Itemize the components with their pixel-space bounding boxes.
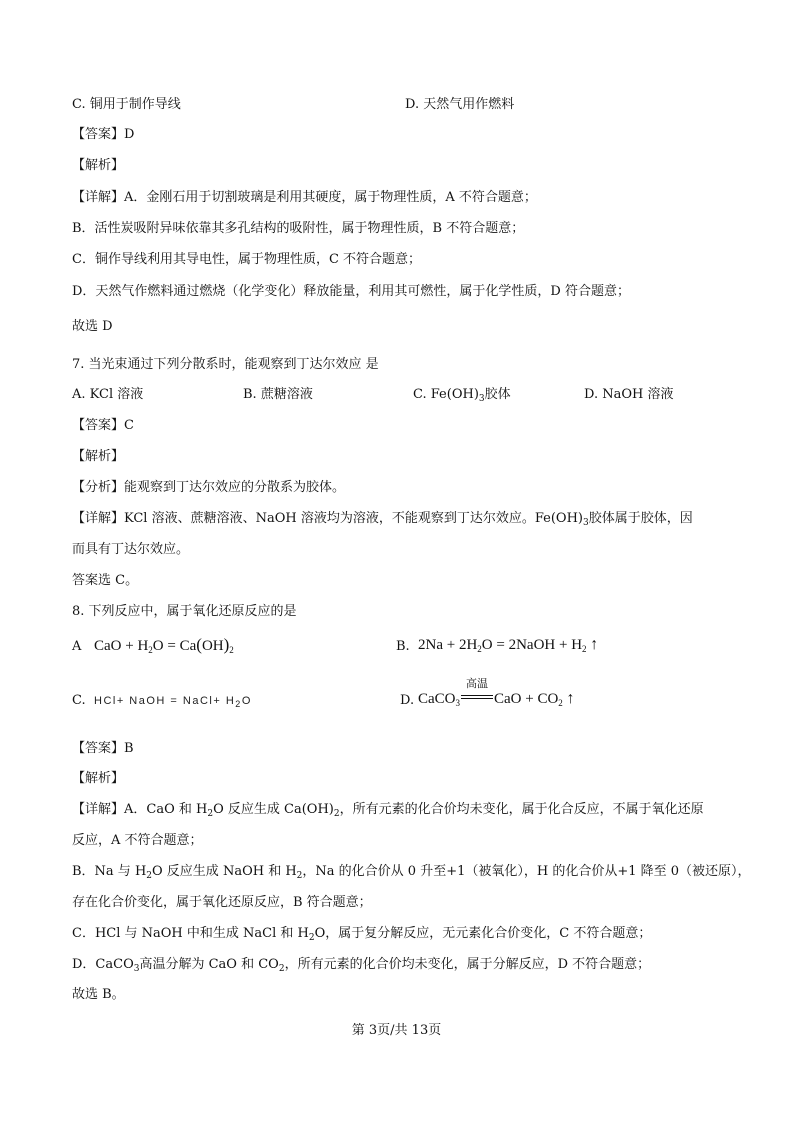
q8-option-d-equation: CaCO$_3$ 高温 CaO + $CO_2$ ↑ [418,690,575,708]
q8-detail-a-line-1: 【详解】A．CaO 和 $H_2O$ 反应生成 $Ca(OH)_2$，所有元素的化合价均未变化，属于化合反应，不属于氧化还原 [72,802,704,819]
q8-option-b-equation: $2Na + 2H_2O$ = 2NaOH + $H_2$ ↑ [418,636,599,654]
q7-fenxi: 【分析】能观察到丁达尔效应的分散系为胶体。 [72,480,346,495]
q6-detail-b: B．活性炭吸附异味依靠其多孔结构的吸附性，属于物理性质，B 不符合题意； [72,221,525,236]
page-footer: 第 3页/共 13页 [351,1023,442,1038]
q6-detail-d: D．天然气作燃料通过燃烧（化学变化）释放能量，利用其可燃性，属于化学性质，D 符合题意； [72,284,630,299]
q7-answer: 【答案】C [72,418,134,433]
q7-detail-line-1: 【详解】KCl 溶液、蔗糖溶液、NaOH 溶液均为溶液，不能观察到丁达尔效应。$Fe(OH)_3$胶体属于胶体，因 [72,511,693,528]
q6-conclusion: 故选 D [72,319,113,334]
q8-detail-b-line-2: 存在化合价变化，属于氧化还原反应，B 符合题意； [72,895,372,910]
q7-analysis-heading: 【解析】 [72,449,125,464]
q8-detail-b-line-1: B．Na 与 $H_2O$ 反应生成 NaOH 和 $H_2$，Na 的化合价从 0 升至+1（被氧化），H 的化合价从+1 降至 0（被还原）， [72,864,751,881]
q8-detail-d: D．CaCO$_3$高温分解为 CaO 和 $CO_2$，所有元素的化合价均未变化，属于分解反应，D 不符合题意； [72,957,651,974]
q6-detail-c: C．铜作导线利用其导电性，属于物理性质，C 不符合题意； [72,252,422,267]
q8-option-c-label: C. [72,693,86,708]
q8-option-c-equation: HCl+ NaOH = NaCl+ $H_2O$ [94,695,252,709]
q8-option-a-label: A [72,639,82,654]
q6-option-c: C. 铜用于制作导线 [72,97,181,112]
q8-conclusion: 故选 B。 [72,987,125,1002]
q6-analysis-heading: 【解析】 [72,158,125,173]
q7-option-a: A. KCl 溶液 [72,387,144,402]
q7-option-c: C. $Fe(OH)_3$胶体 [413,387,511,404]
q7-stem: 7. 当光束通过下列分散系时，能观察到丁达尔效应 是 [72,357,379,372]
q8-detail-a-line-2: 反应，A 不符合题意； [72,833,203,848]
q8-detail-c: C．HCl 与 NaOH 中和生成 NaCl 和 $H_2O$，属于复分解反应，无元素化合价变化，C 不符合题意； [72,926,652,943]
q7-conclusion: 答案选 C。 [72,573,139,588]
q6-detail-a: 【详解】A．金刚石用于切割玻璃是利用其硬度，属于物理性质，A 不符合题意； [72,190,537,205]
q8-option-a-equation: CaO + $H_2O = Ca(OH)_2$ [94,635,234,655]
reaction-condition-label: 高温 [466,678,488,690]
q8-option-b-label: B. [396,639,410,654]
q8-answer: 【答案】B [72,741,134,756]
q7-option-d: D. NaOH 溶液 [584,387,674,402]
q8-stem: 8. 下列反应中，属于氧化还原反应的是 [72,604,297,619]
q8-analysis-heading: 【解析】 [72,771,125,786]
q6-answer: 【答案】D [72,127,135,142]
q7-detail-line-2: 而具有丁达尔效应。 [72,542,190,557]
q8-option-d-label: D. [400,693,415,708]
q6-option-d: D. 天然气用作燃料 [405,97,515,112]
q7-option-b: B. 蔗糖溶液 [243,387,313,402]
